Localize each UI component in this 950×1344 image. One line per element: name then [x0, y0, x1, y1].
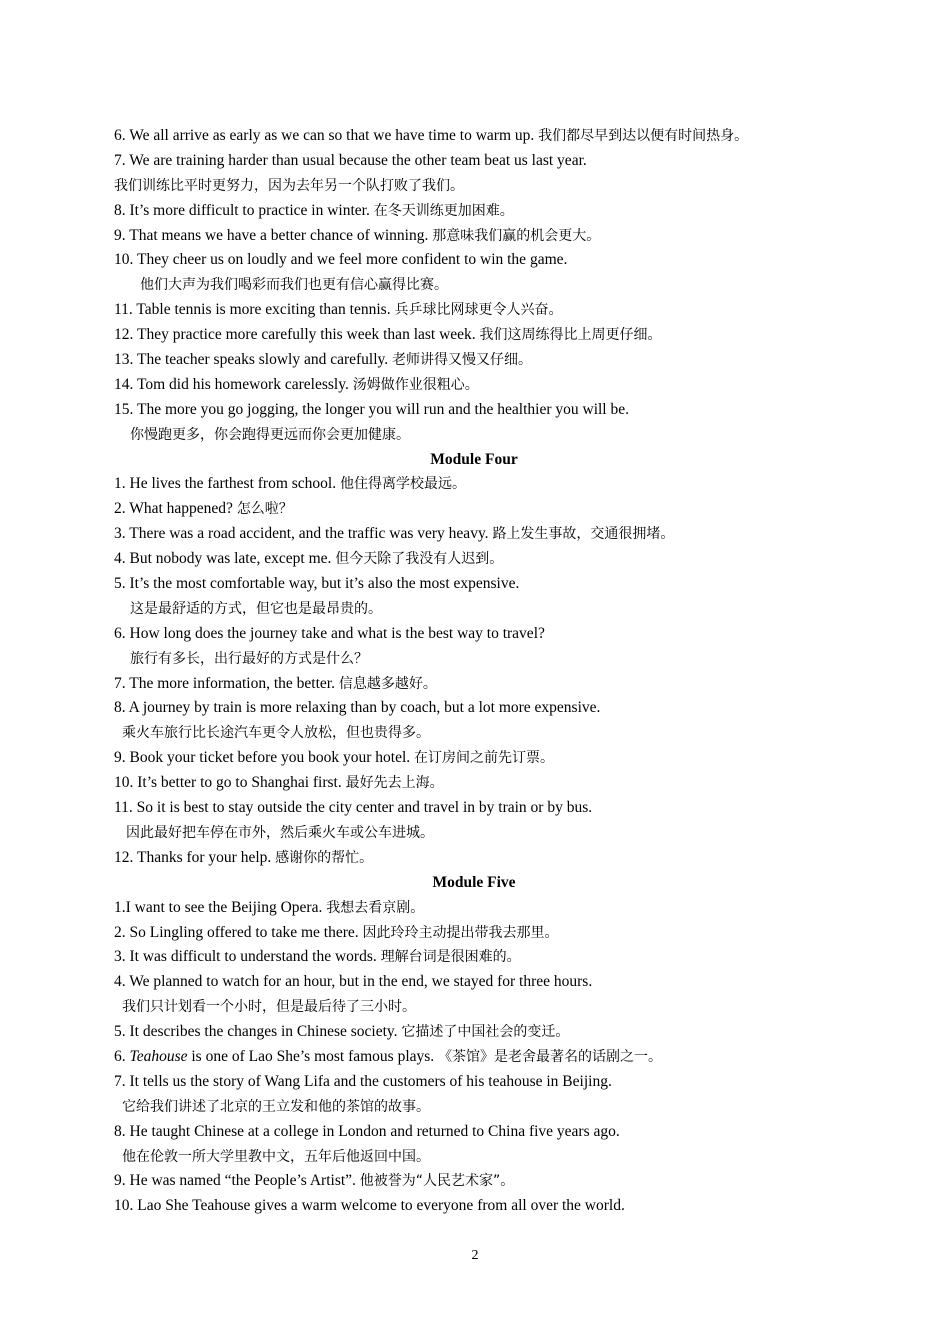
sentence-line: 9. Book your ticket before you book your hotel. 在订房间之前先订票。: [114, 749, 555, 767]
sentence-line: 4. But nobody was late, except me. 但今天除了我没有人迟到。: [114, 550, 504, 568]
sentence-line: 12. They practice more carefully this week than last week. 我们这周练得比上周更仔细。: [114, 326, 662, 344]
sentence-line: 14. Tom did his homework carelessly. 汤姆做作业很粗心。: [114, 375, 479, 393]
translation-line: 这是最舒适的方式，但它也是最昂贵的。: [130, 600, 382, 617]
sentence-line: 13. The teacher speaks slowly and carefully. 老师讲得又慢又仔细。: [114, 351, 533, 369]
sentence-line: 6. Teahouse is one of Lao She’s most famous plays. 《茶馆》是老舍最著名的话剧之一。: [114, 1047, 663, 1065]
sentence-line: 8. It’s more difficult to practice in winter. 在冬天训练更加困难。: [114, 201, 514, 219]
sentence-line: 1. He lives the farthest from school. 他住得离学校最远。: [114, 475, 466, 493]
sentence-line: 11. So it is best to stay outside the city center and travel in by train or by bus.: [114, 799, 593, 817]
module-four-heading: Module Four: [430, 450, 518, 468]
module-five-heading: Module Five: [432, 873, 516, 891]
sentence-line: 3. There was a road accident, and the traffic was very heavy. 路上发生事故，交通很拥堵。: [114, 525, 675, 543]
translation-line: 你慢跑更多，你会跑得更远而你会更加健康。: [130, 426, 410, 443]
sentence-line: 9. That means we have a better chance of winning. 那意味我们赢的机会更大。: [114, 226, 601, 244]
page-number: 2: [471, 1248, 479, 1263]
sentence-line: 15. The more you go jogging, the longer you will run and the healthier you will be.: [114, 400, 629, 418]
translation-line: 我们训练比平时更努力，因为去年另一个队打败了我们。: [114, 177, 464, 194]
translation-line: 我们只计划看一个小时，但是最后待了三小时。: [122, 999, 416, 1016]
sentence-line: 8. A journey by train is more relaxing than by coach, but a lot more expensive.: [114, 699, 601, 717]
translation-line: 乘火车旅行比长途汽车更令人放松，但也贵得多。: [122, 725, 430, 742]
translation-line: 旅行有多长，出行最好的方式是什么？: [130, 650, 368, 667]
translation-line: 因此最好把车停在市外，然后乘火车或公车进城。: [126, 824, 434, 841]
sentence-line: 2. What happened? 怎么啦？: [114, 500, 293, 518]
sentence-line: 1.I want to see the Beijing Opera. 我想去看京剧。: [114, 898, 425, 916]
sentence-line: 6. How long does the journey take and what is the best way to travel?: [114, 624, 545, 642]
translation-line: 他们大声为我们喝彩而我们也更有信心赢得比赛。: [140, 277, 448, 294]
sentence-line: 11. Table tennis is more exciting than tennis. 兵乒球比网球更令人兴奋。: [114, 301, 563, 319]
sentence-line: 5. It’s the most comfortable way, but it’s also the most expensive.: [114, 575, 520, 593]
sentence-line: 4. We planned to watch for an hour, but in the end, we stayed for three hours.: [114, 973, 593, 991]
sentence-line: 7. It tells us the story of Wang Lifa and the customers of his teahouse in Beijing.: [114, 1072, 612, 1090]
play-title: Teahouse: [129, 1047, 188, 1065]
translation-line: 它给我们讲述了北京的王立发和他的茶馆的故事。: [122, 1098, 430, 1115]
sentence-line: 9. He was named “the People’s Artist”. 他被誉为“人民艺术家”。: [114, 1172, 515, 1190]
sentence-line: 8. He taught Chinese at a college in London and returned to China five years ago.: [114, 1122, 620, 1140]
sentence-line: 5. It describes the changes in Chinese society. 它描述了中国社会的变迁。: [114, 1023, 570, 1041]
sentence-line: 7. We are training harder than usual because the other team beat us last year.: [114, 151, 587, 169]
document-body: [114, 124, 834, 1219]
sentence-line: 2. So Lingling offered to take me there. 因此玲玲主动提出带我去那里。: [114, 923, 559, 941]
sentence-line: 10. It’s better to go to Shanghai first. 最好先去上海。: [114, 774, 444, 792]
translation-line: 他在伦敦一所大学里教中文，五年后他返回中国。: [122, 1148, 430, 1165]
sentence-line: 7. The more information, the better. 信息越多越好。: [114, 674, 437, 692]
sentence-line: 12. Thanks for your help. 感谢你的帮忙。: [114, 848, 374, 866]
sentence-line: 6. We all arrive as early as we can so that we have time to warm up. 我们都尽早到达以便有时间热身。: [114, 127, 749, 144]
sentence-line: 3. It was difficult to understand the words. 理解台词是很困难的。: [114, 948, 521, 966]
sentence-line: 10. They cheer us on loudly and we feel more confident to win the game.: [114, 251, 568, 269]
sentence-line: 10. Lao She Teahouse gives a warm welcome to everyone from all over the world.: [114, 1197, 625, 1215]
